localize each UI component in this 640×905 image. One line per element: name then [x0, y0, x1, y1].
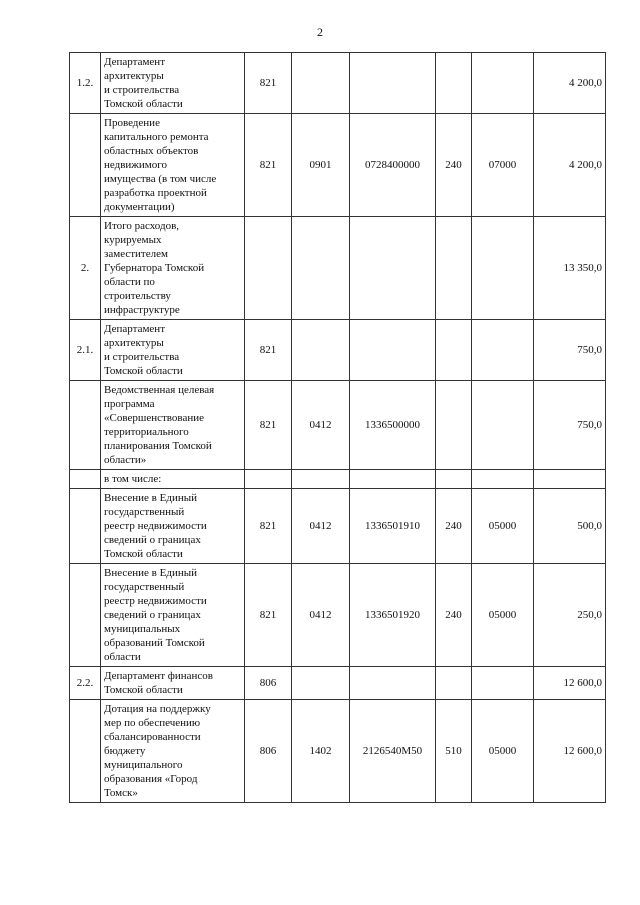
- amount-cell: 500,0: [534, 489, 606, 564]
- section-code-cell: 0412: [292, 489, 350, 564]
- section-code-cell: 0412: [292, 381, 350, 470]
- table-row: [70, 320, 606, 381]
- amount-cell: 12 600,0: [534, 700, 606, 803]
- department-code-cell: 821: [245, 53, 292, 114]
- row-number-cell: 1.2.: [70, 53, 101, 114]
- table-row: [70, 489, 606, 564]
- expense-name-cell: Внесение в Единый государственный реестр недвижимости сведений о границах Томской области: [101, 489, 245, 564]
- department-code-cell: 821: [245, 564, 292, 667]
- amount-cell: [534, 470, 606, 489]
- table-row: [70, 217, 606, 320]
- purpose-code-cell: 05000: [472, 489, 534, 564]
- target-article-cell: 1336500000: [350, 381, 436, 470]
- row-number-cell: [70, 114, 101, 217]
- expense-type-cell: 240: [436, 564, 472, 667]
- expense-name-cell: Внесение в Единый государственный реестр недвижимости сведений о границах муниципальных образований Томской области: [101, 564, 245, 667]
- expense-name-cell: Ведомственная целевая программа «Совершенствование территориального планирования Томской области»: [101, 381, 245, 470]
- purpose-code-cell: [472, 381, 534, 470]
- page-number: 2: [317, 25, 323, 39]
- department-code-cell: [245, 217, 292, 320]
- purpose-code-cell: 05000: [472, 564, 534, 667]
- expense-type-cell: [436, 667, 472, 700]
- expense-name-cell: в том числе:: [101, 470, 245, 489]
- expense-type-cell: 240: [436, 489, 472, 564]
- table-row: [70, 53, 606, 114]
- row-number-cell: [70, 700, 101, 803]
- section-code-cell: 0901: [292, 114, 350, 217]
- section-code-cell: 0412: [292, 564, 350, 667]
- purpose-code-cell: 05000: [472, 700, 534, 803]
- purpose-code-cell: [472, 320, 534, 381]
- table-row: [70, 667, 606, 700]
- target-article-cell: 1336501920: [350, 564, 436, 667]
- table-row: [70, 114, 606, 217]
- amount-cell: 4 200,0: [534, 53, 606, 114]
- target-article-cell: [350, 667, 436, 700]
- purpose-code-cell: 07000: [472, 114, 534, 217]
- amount-cell: 4 200,0: [534, 114, 606, 217]
- row-number-cell: 2.: [70, 217, 101, 320]
- expense-name-cell: Дотация на поддержку мер по обеспечению сбалансированности бюджету муниципального образования «Город Томск»: [101, 700, 245, 803]
- target-article-cell: [350, 470, 436, 489]
- target-article-cell: 2126540M50: [350, 700, 436, 803]
- budget-table: [69, 52, 606, 803]
- department-code-cell: [245, 470, 292, 489]
- department-code-cell: 806: [245, 700, 292, 803]
- section-code-cell: [292, 667, 350, 700]
- target-article-cell: [350, 320, 436, 381]
- expense-type-cell: [436, 381, 472, 470]
- target-article-cell: [350, 53, 436, 114]
- department-code-cell: 806: [245, 667, 292, 700]
- amount-cell: 12 600,0: [534, 667, 606, 700]
- expense-type-cell: 240: [436, 114, 472, 217]
- table-row: [70, 700, 606, 803]
- purpose-code-cell: [472, 53, 534, 114]
- row-number-cell: [70, 489, 101, 564]
- section-code-cell: [292, 53, 350, 114]
- table-row: [70, 381, 606, 470]
- expense-name-cell: Департамент архитектуры и строительства Томской области: [101, 320, 245, 381]
- expense-type-cell: [436, 217, 472, 320]
- target-article-cell: [350, 217, 436, 320]
- department-code-cell: 821: [245, 381, 292, 470]
- row-number-cell: 2.2.: [70, 667, 101, 700]
- target-article-cell: 0728400000: [350, 114, 436, 217]
- expense-name-cell: Итого расходов, курируемых заместителем Губернатора Томской области по строительству инфраструктуре: [101, 217, 245, 320]
- table-row: [70, 470, 606, 489]
- amount-cell: 750,0: [534, 381, 606, 470]
- section-code-cell: [292, 470, 350, 489]
- department-code-cell: 821: [245, 489, 292, 564]
- expense-type-cell: [436, 320, 472, 381]
- expense-type-cell: [436, 53, 472, 114]
- expense-name-cell: Департамент финансов Томской области: [101, 667, 245, 700]
- department-code-cell: 821: [245, 320, 292, 381]
- expense-name-cell: Департамент архитектуры и строительства Томской области: [101, 53, 245, 114]
- row-number-cell: [70, 564, 101, 667]
- amount-cell: 750,0: [534, 320, 606, 381]
- amount-cell: 250,0: [534, 564, 606, 667]
- expense-name-cell: Проведение капитального ремонта областных объектов недвижимого имущества (в том числе разработка проектной документации): [101, 114, 245, 217]
- section-code-cell: [292, 217, 350, 320]
- expense-type-cell: [436, 470, 472, 489]
- table-row: [70, 564, 606, 667]
- department-code-cell: 821: [245, 114, 292, 217]
- section-code-cell: [292, 320, 350, 381]
- target-article-cell: 1336501910: [350, 489, 436, 564]
- row-number-cell: [70, 470, 101, 489]
- amount-cell: 13 350,0: [534, 217, 606, 320]
- row-number-cell: [70, 381, 101, 470]
- section-code-cell: 1402: [292, 700, 350, 803]
- expense-type-cell: 510: [436, 700, 472, 803]
- purpose-code-cell: [472, 217, 534, 320]
- purpose-code-cell: [472, 470, 534, 489]
- purpose-code-cell: [472, 667, 534, 700]
- row-number-cell: 2.1.: [70, 320, 101, 381]
- table-body: [70, 53, 606, 803]
